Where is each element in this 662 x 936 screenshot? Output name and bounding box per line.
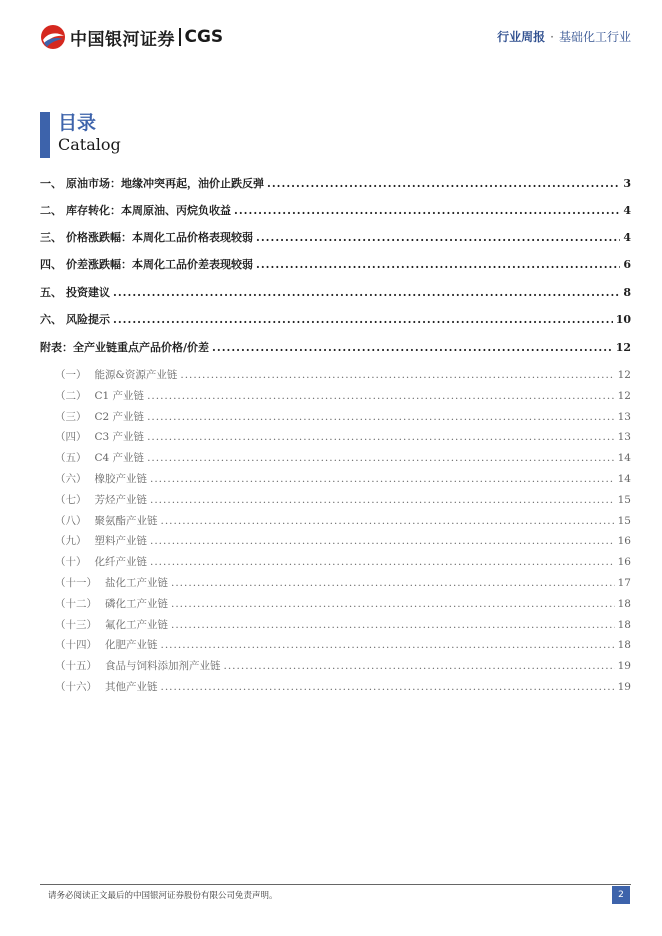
toc-entry-number: 六、: [40, 313, 62, 326]
toc-entry-number: （十）: [55, 556, 87, 569]
toc-entry-title: 风险提示: [66, 313, 110, 326]
page-number-badge: 2: [612, 886, 630, 904]
toc-entry-page: 18: [617, 639, 631, 652]
toc-entry-number: （十二）: [55, 597, 97, 610]
cgs-logo-icon: [40, 24, 66, 50]
toc-entry-number: （十四）: [55, 639, 97, 652]
toc-main-entry[interactable]: [40, 256, 631, 272]
toc-entry-number: （八）: [55, 514, 87, 527]
toc-entry-page: 4: [623, 204, 631, 217]
toc-entry-number: （三）: [55, 410, 87, 423]
toc-sub-entry[interactable]: [40, 575, 631, 590]
toc-dot-leader: [113, 313, 613, 326]
toc-entry-number: （五）: [55, 452, 87, 465]
toc-sub-entry[interactable]: [40, 388, 631, 403]
toc-entry-page: 3: [623, 177, 631, 190]
toc-dot-leader: [256, 258, 620, 271]
toc-entry-number: （六）: [55, 473, 87, 485]
toc-dot-leader: [171, 619, 615, 631]
toc-entry-title: 价差涨跌幅：本周化工品价差表现较弱: [66, 258, 253, 271]
toc-dot-leader: [171, 577, 615, 589]
toc-entry-page: 14: [617, 452, 631, 465]
toc-entry-page: 12: [617, 389, 631, 402]
toc-sub-entry[interactable]: [40, 658, 631, 673]
toc-entry-number: 五、: [40, 286, 62, 299]
toc-entry-title: 食品与饲料添加剂产业链: [105, 660, 221, 673]
toc-dot-leader: [150, 494, 615, 506]
toc-entry-page: 14: [617, 473, 631, 485]
toc-entry-number: （十三）: [55, 618, 97, 631]
toc-entry-number: 四、: [40, 258, 62, 271]
toc-sub-entry[interactable]: [40, 637, 631, 652]
catalog-title-cn: 目录: [58, 112, 97, 134]
toc-entry-page: 12: [615, 341, 631, 354]
toc-sub-entry[interactable]: [40, 429, 631, 444]
toc-sub-entry[interactable]: [40, 513, 631, 528]
header-separator: ·: [550, 30, 554, 44]
toc-dot-leader: [150, 535, 615, 547]
toc-sub-entry[interactable]: [40, 492, 631, 507]
toc-sub-entry[interactable]: [40, 409, 631, 424]
toc-entry-page: 19: [617, 660, 631, 673]
company-logo: [40, 24, 223, 50]
toc-main-entry[interactable]: [40, 175, 631, 191]
industry-name: 基础化工行业: [558, 30, 631, 44]
toc-main-entry[interactable]: [40, 339, 631, 355]
toc-dot-leader: [256, 231, 620, 244]
toc-entry-number: （十六）: [55, 681, 97, 693]
catalog-title-en: Catalog: [58, 135, 121, 154]
toc-entry-title: C1 产业链: [94, 389, 145, 402]
report-type: 行业周报: [497, 30, 546, 44]
toc-dot-leader: [150, 473, 615, 485]
toc-main-entry[interactable]: [40, 311, 631, 327]
logo-chinese-name: 中国银河证券: [70, 29, 175, 50]
toc-main-entry[interactable]: [40, 202, 631, 218]
toc-entry-page: 18: [617, 618, 631, 631]
logo-divider: [179, 28, 181, 46]
toc-entry-number: 二、: [40, 204, 62, 217]
toc-dot-leader: [147, 411, 615, 423]
toc-sub-entry[interactable]: [40, 367, 631, 382]
toc-entry-page: 16: [617, 535, 631, 548]
logo-english-name: CGS: [184, 27, 224, 47]
toc-entry-page: 17: [617, 577, 631, 589]
toc-dot-leader: [180, 369, 614, 381]
toc-entry-number: （十五）: [55, 660, 97, 673]
toc-main-entry[interactable]: [40, 284, 631, 300]
toc-dot-leader: [161, 681, 615, 693]
toc-dot-leader: [161, 639, 615, 651]
toc-dot-leader: [161, 515, 615, 527]
toc-entry-title: 塑料产业链: [94, 535, 147, 548]
toc-entry-title: C4 产业链: [94, 452, 145, 465]
toc-dot-leader: [224, 660, 615, 672]
toc-entry-title: 投资建议: [66, 286, 110, 299]
toc-entry-title: 盐化工产业链: [105, 577, 168, 589]
toc-entry-number: （一）: [55, 369, 87, 381]
toc-sub-entry[interactable]: [40, 471, 631, 486]
toc-sub-entry[interactable]: [40, 679, 631, 694]
toc-dot-leader: [234, 204, 620, 217]
toc-entry-page: 19: [617, 681, 631, 693]
toc-entry-page: 6: [623, 258, 631, 271]
toc-dot-leader: [147, 431, 615, 443]
toc-sub-entry[interactable]: [40, 554, 631, 569]
toc-entry-title: 氟化工产业链: [105, 618, 168, 631]
page-header: [0, 0, 662, 70]
toc-entry-number: （二）: [55, 389, 87, 402]
toc-entry-number: （七）: [55, 493, 87, 506]
toc-sub-entry[interactable]: [40, 617, 631, 632]
toc-dot-leader: [150, 556, 615, 568]
toc-entry-page: 13: [617, 410, 631, 423]
toc-entry-title: 价格涨跌幅：本周化工品价格表现较弱: [66, 231, 253, 244]
toc-entry-title: 芳烃产业链: [94, 493, 147, 506]
toc-entry-page: 10: [615, 313, 631, 326]
toc-dot-leader: [267, 177, 620, 190]
toc-sub-entry[interactable]: [40, 450, 631, 465]
toc-entry-page: 18: [617, 597, 631, 610]
toc-main-entry[interactable]: [40, 229, 631, 245]
toc-entry-number: （十一）: [55, 577, 97, 589]
toc-entry-page: 4: [623, 231, 631, 244]
toc-entry-title: 附表：全产业链重点产品价格/价差: [40, 341, 210, 354]
toc-entry-title: 原油市场：地缘冲突再起，油价止跌反弹: [66, 177, 264, 190]
toc-entry-title: 其他产业链: [105, 681, 158, 693]
toc-entry-page: 15: [617, 493, 631, 506]
footer-disclaimer: 请务必阅读正文最后的中国银河证券股份有限公司免责声明。: [48, 891, 278, 901]
toc-entry-title: 化肥产业链: [105, 639, 158, 652]
toc-sub-entry[interactable]: [40, 596, 631, 611]
toc-entry-page: 16: [617, 556, 631, 569]
toc-sub-entry[interactable]: [40, 533, 631, 548]
toc-entry-page: 12: [617, 369, 631, 381]
toc-entry-title: C2 产业链: [94, 410, 145, 423]
toc-entry-number: 三、: [40, 231, 62, 244]
toc-entry-title: C3 产业链: [94, 431, 145, 444]
toc-entry-page: 15: [617, 514, 631, 527]
toc-entry-title: 能源&资源产业链: [94, 369, 178, 381]
toc-entry-number: 一、: [40, 177, 62, 190]
toc-entry-title: 磷化工产业链: [105, 597, 168, 610]
toc-dot-leader: [113, 286, 620, 299]
toc-entry-page: 8: [623, 286, 631, 299]
report-category: [497, 28, 631, 45]
toc-dot-leader: [171, 598, 615, 610]
toc-dot-leader: [212, 341, 613, 354]
toc-entry-title: 聚氨酯产业链: [94, 514, 158, 527]
toc-dot-leader: [147, 452, 615, 464]
toc-entry-title: 化纤产业链: [94, 556, 147, 569]
toc-entry-page: 13: [617, 431, 631, 444]
catalog-accent-bar: [40, 112, 50, 158]
toc-dot-leader: [147, 390, 615, 402]
toc-entry-number: （四）: [55, 431, 87, 444]
toc-entry-number: （九）: [55, 535, 87, 548]
toc-entry-title: 橡胶产业链: [94, 473, 147, 485]
toc-entry-title: 库存转化：本周原油、丙烷负收益: [66, 204, 231, 217]
footer-divider: [40, 884, 631, 885]
